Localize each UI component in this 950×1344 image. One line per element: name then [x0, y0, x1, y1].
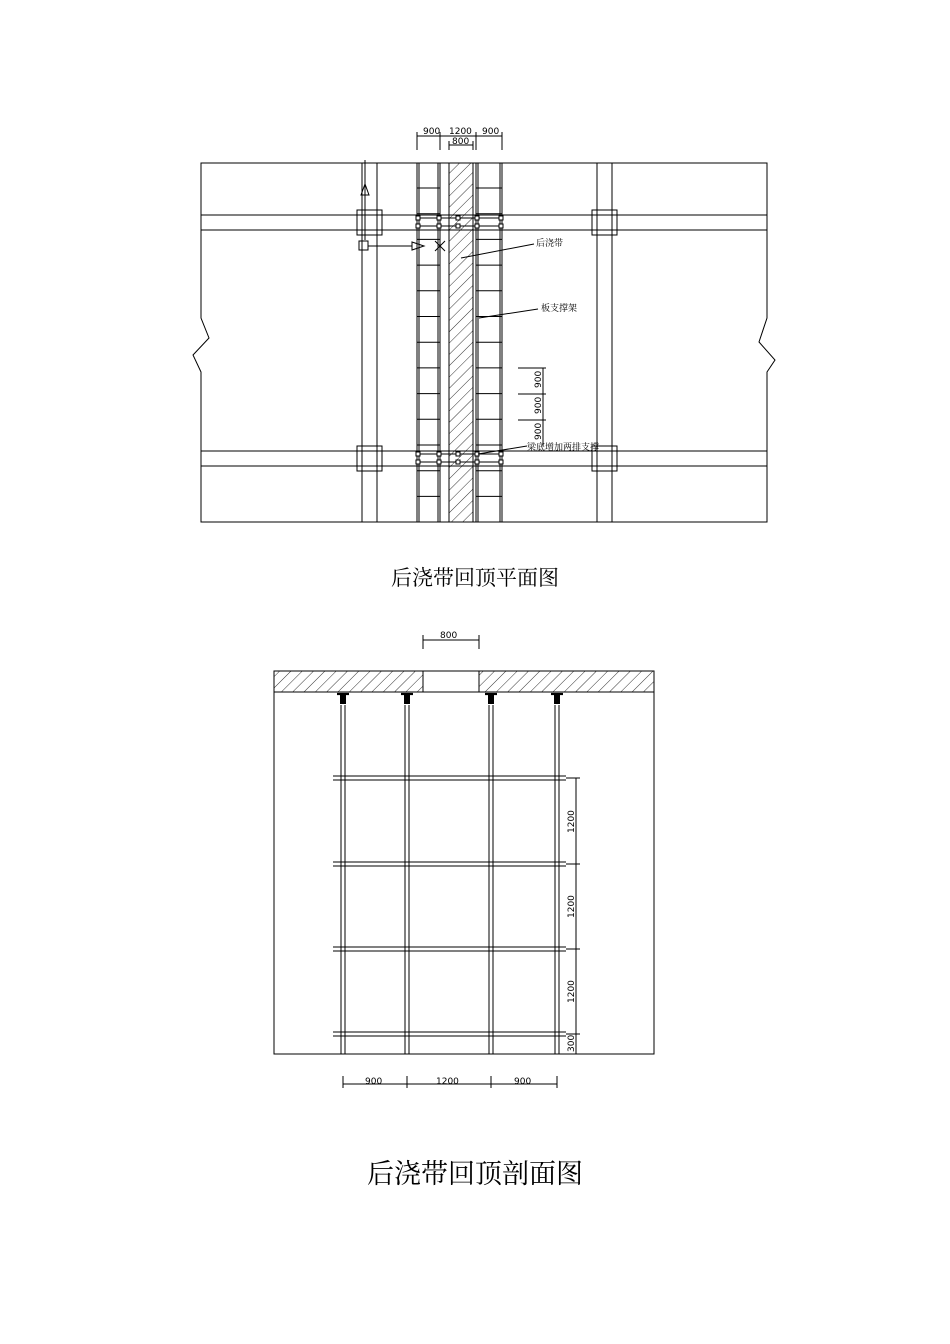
support-point: [456, 216, 460, 220]
slab-left: [274, 671, 423, 692]
section-right-dim-1: 1200: [567, 810, 577, 833]
support-point: [437, 224, 441, 228]
plan-title: 后浇带回顶平面图: [391, 566, 559, 590]
label-post-cast-band: 后浇带: [536, 239, 564, 249]
section-title: 后浇带回顶剖面图: [367, 1159, 583, 1190]
support-point: [456, 224, 460, 228]
section-dim-1200: 1200: [436, 1077, 459, 1087]
column-top-right: [592, 210, 617, 235]
post-top-jack: [340, 694, 346, 704]
support-point: [416, 224, 420, 228]
section-dim-900-right: 900: [514, 1077, 532, 1087]
support-point: [416, 216, 420, 220]
plan-side-dim-1: 900: [534, 370, 544, 388]
plan-dim-900-right: 900: [482, 127, 500, 137]
plan-dim-1200: 1200: [449, 127, 472, 137]
post-cast-band: [449, 163, 473, 522]
plan-dim-800: 800: [452, 137, 470, 147]
section-right-dim-3: 1200: [567, 980, 577, 1003]
support-point: [499, 452, 503, 456]
label-beam-support: 梁底增加两排支撑: [527, 443, 600, 453]
post-cast-gap: [423, 671, 479, 692]
plan-side-dim-3: 900: [534, 422, 544, 440]
support-point: [416, 452, 420, 456]
column-bottom-left: [357, 446, 382, 471]
leader-support: [479, 309, 538, 318]
plan-view: [193, 127, 775, 522]
slab-right: [479, 671, 654, 692]
scaffold-ledgers: [333, 776, 566, 1036]
section-right-dim-2: 1200: [567, 895, 577, 918]
support-point: [499, 224, 503, 228]
column-top-left: [357, 210, 382, 235]
support-point: [416, 460, 420, 464]
post-top-jack: [404, 694, 410, 704]
support-point: [437, 216, 441, 220]
section-view: [274, 631, 654, 1088]
post-top-jack: [554, 694, 560, 704]
support-point: [437, 452, 441, 456]
section-right-dim-4: 300: [567, 1034, 577, 1052]
support-point: [475, 216, 479, 220]
support-point: [499, 216, 503, 220]
support-point: [499, 460, 503, 464]
label-slab-support: 板支撑架: [541, 304, 578, 314]
plan-dim-900-left: 900: [423, 127, 441, 137]
support-point: [475, 224, 479, 228]
scaffold-posts: [337, 694, 563, 1054]
section-dim-900-left: 900: [365, 1077, 383, 1087]
support-point: [456, 452, 460, 456]
section-marker: [359, 160, 445, 251]
section-dim-800: 800: [440, 631, 458, 641]
plan-side-dim-2: 900: [534, 396, 544, 414]
post-top-jack: [488, 694, 494, 704]
support-point: [475, 460, 479, 464]
support-point: [456, 460, 460, 464]
support-point: [437, 460, 441, 464]
